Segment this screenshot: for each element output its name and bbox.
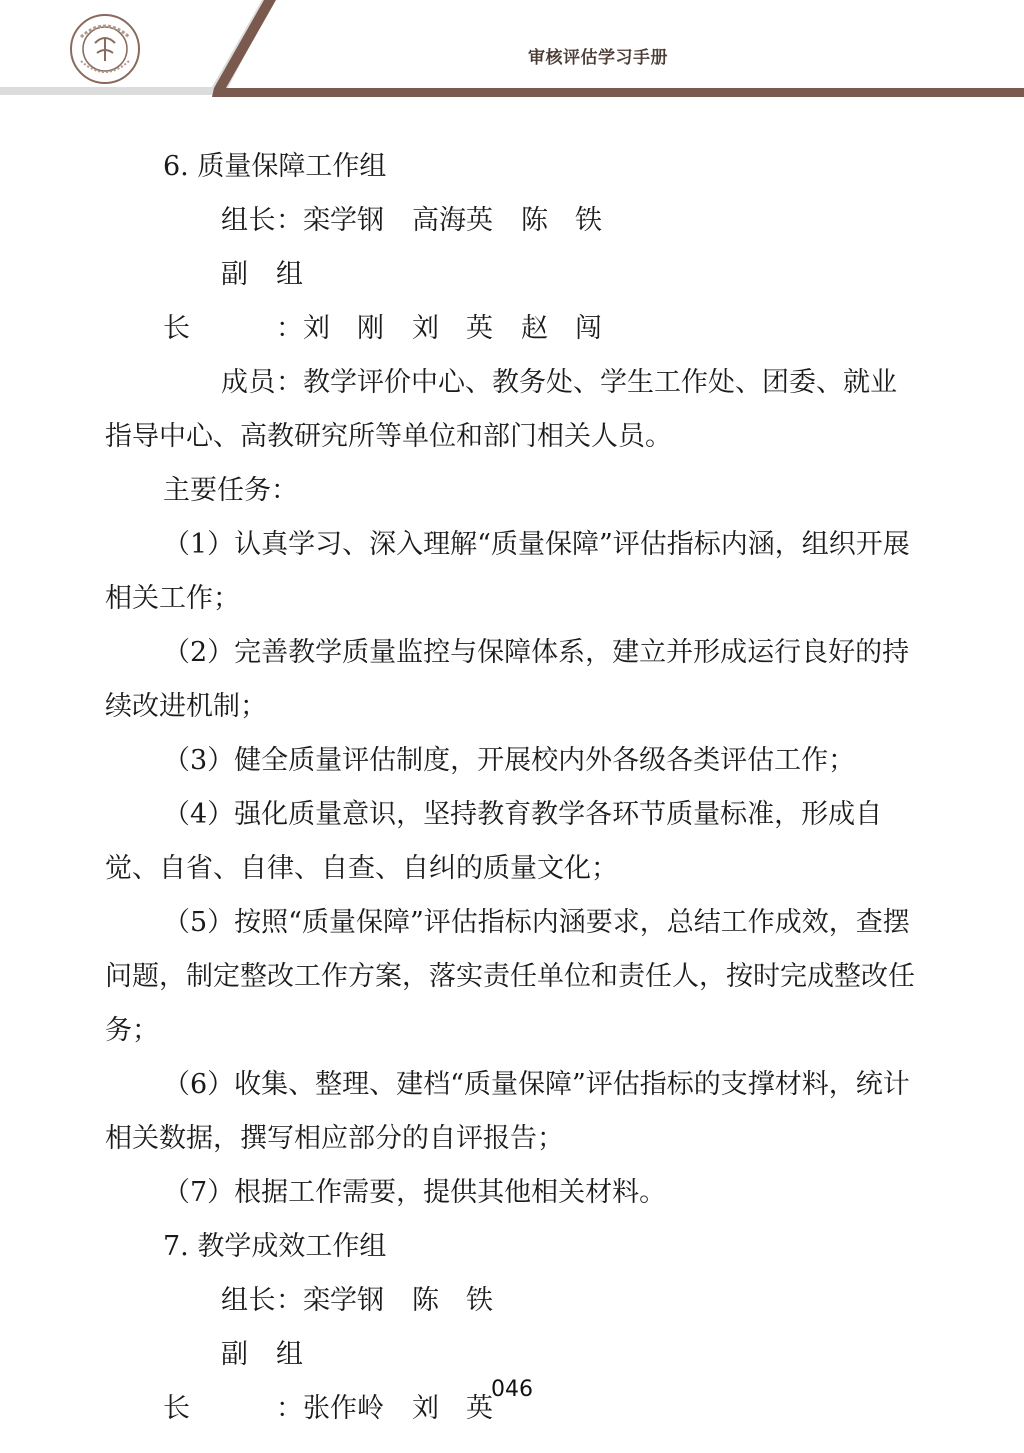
page-number: 046 <box>491 1377 533 1402</box>
task-item: （7）根据工作需要，提供其他相关材料。 <box>163 1177 667 1208</box>
section7-heading: 7. 教学成效工作组 <box>163 1231 387 1262</box>
deputy-label: 副组长： <box>163 259 303 344</box>
leader-name: 栾学钢 <box>303 1285 384 1316</box>
deputy-label: 副组长： <box>163 1339 303 1424</box>
task-item: （3）健全质量评估制度，开展校内外各级各类评估工作； <box>163 745 856 776</box>
section6-heading: 6. 质量保障工作组 <box>163 151 387 182</box>
section6-deputies <box>105 248 920 356</box>
members-text: 教学评价中心、教务处、学生工作处、团委、就业指导中心、高教研究所等单位和部门相关人员。 <box>105 367 897 452</box>
deputy-name: 赵 闯 <box>521 313 602 344</box>
section6-leaders <box>105 194 920 248</box>
deputy-name: 刘 英 <box>412 1393 493 1424</box>
document-body <box>105 140 920 1436</box>
header-title: 审核评估学习手册 <box>528 48 668 68</box>
task-item: （6）收集、整理、建档“质量保障”评估指标的支撑材料，统计相关数据，撰写相应部分的自评报告； <box>105 1069 910 1154</box>
tasks-label: 主要任务： <box>163 475 298 506</box>
leader-name: 栾学钢 <box>303 205 384 236</box>
task-item: （4）强化质量意识，坚持教育教学各环节质量标准，形成自觉、自省、自律、自查、自纠的质量文化； <box>105 799 883 884</box>
task-item: （1）认真学习、深入理解“质量保障”评估指标内涵，组织开展相关工作； <box>105 529 910 614</box>
page-header <box>0 0 1024 100</box>
deputy-name: 张作岭 <box>303 1393 384 1424</box>
header-decoration <box>0 0 1024 100</box>
deputy-name: 刘 英 <box>412 313 493 344</box>
leader-label: 组长： <box>221 205 303 236</box>
university-seal-icon <box>69 13 141 85</box>
task-item: （5）按照“质量保障”评估指标内涵要求，总结工作成效，查摆问题，制定整改工作方案，落实责任单位和责任人，按时完成整改任务； <box>105 907 915 1046</box>
section7-leaders <box>105 1274 920 1328</box>
leader-name: 高海英 <box>412 205 493 236</box>
leader-name: 陈 铁 <box>412 1285 493 1316</box>
leader-name: 陈 铁 <box>521 205 602 236</box>
deputy-name: 刘 刚 <box>303 313 384 344</box>
leader-label: 组长： <box>221 1285 303 1316</box>
task-item: （2）完善教学质量监控与保障体系，建立并形成运行良好的持续改进机制； <box>105 637 910 722</box>
section6-members <box>105 356 920 464</box>
members-label: 成员： <box>221 367 303 398</box>
